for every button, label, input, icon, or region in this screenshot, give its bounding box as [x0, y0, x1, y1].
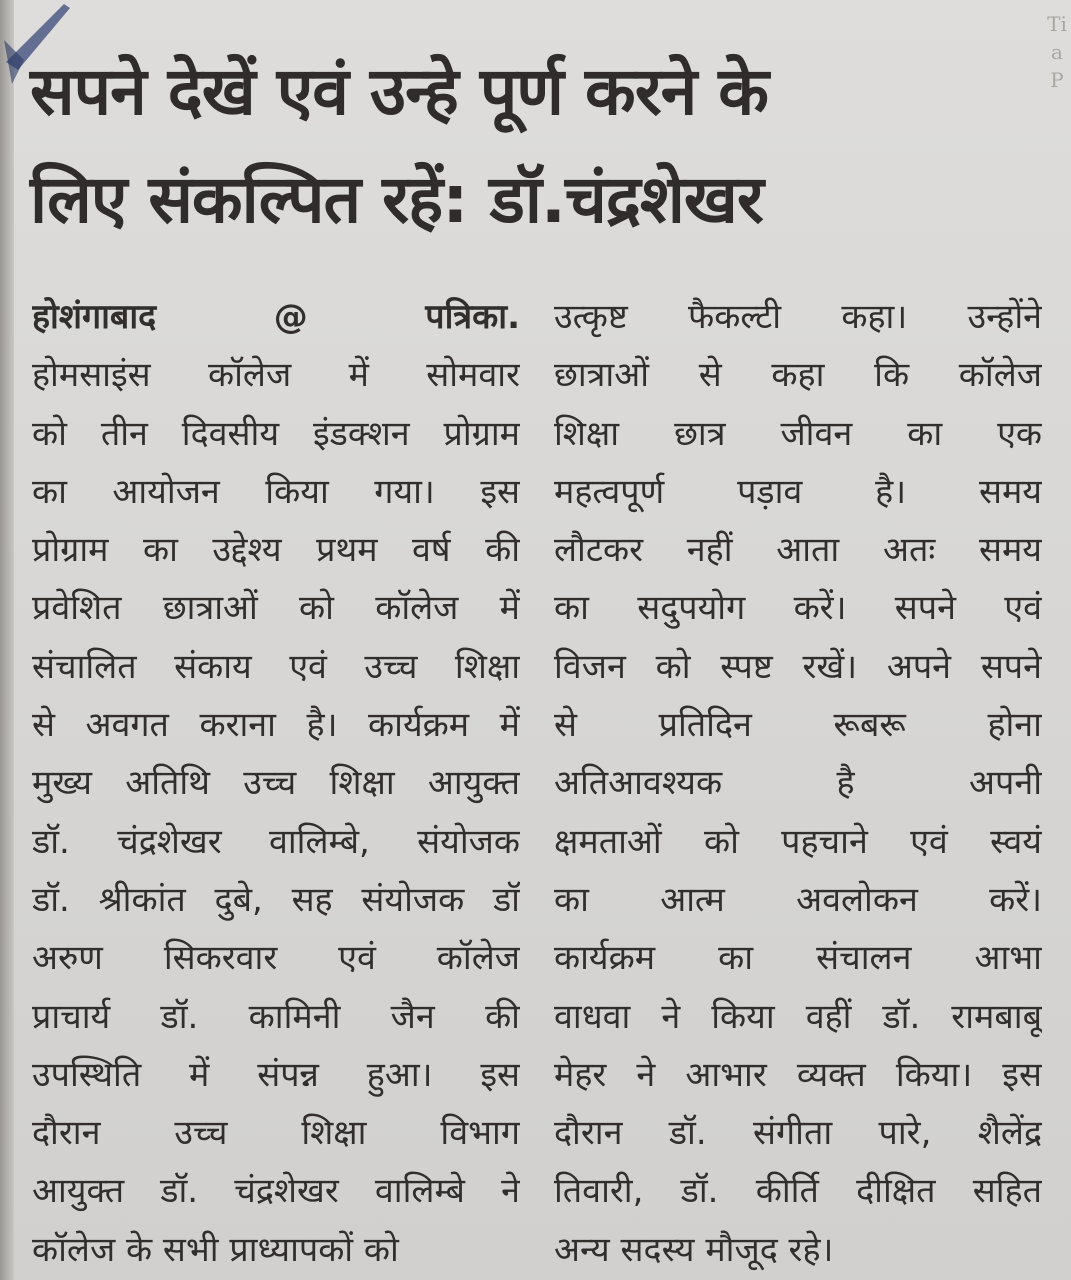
article-column-left — [32, 288, 520, 1279]
article-text-line: प्राचार्य डॉ. कामिनी जैन की — [32, 996, 520, 1037]
article-text-line: से प्रतिदिन रूबरू होना — [554, 705, 1042, 746]
article-text-line: वाधवा ने किया वहीं डॉ. रामबाबू — [554, 996, 1042, 1037]
headline-line-1: सपने देखें एवं उन्हे पूर्ण करने के — [30, 53, 768, 130]
article-column-right — [554, 288, 1042, 1279]
article-text-line: दौरान उच्च शिक्षा विभाग — [32, 1113, 520, 1154]
article-text-line: छात्राओं से कहा कि कॉलेज — [554, 355, 1042, 396]
article-text-line: डॉ. चंद्रशेखर वालिम्बे, संयोजक — [32, 821, 520, 862]
article-text-line: अरुण सिकरवार एवं कॉलेज — [32, 938, 520, 979]
article-text-line: अन्य सदस्य मौजूद रहे। — [554, 1229, 834, 1270]
article-text-line: का आयोजन किया गया। इस — [32, 471, 520, 512]
page-edge-shadow — [0, 0, 14, 1280]
article-text-line: शिक्षा छात्र जीवन का एक — [554, 413, 1042, 454]
article-text-line: डॉ. श्रीकांत दुबे, सह संयोजक डॉ — [32, 879, 520, 920]
headline-line-2: लिए संकल्पित रहें: डॉ.चंद्रशेखर — [30, 161, 763, 238]
article-text-line: लौटकर नहीं आता अतः समय — [554, 530, 1042, 571]
article-text-line: अतिआवश्यक है अपनी — [554, 763, 1042, 804]
article-text-line: से अवगत कराना है। कार्यक्रम में — [32, 705, 520, 746]
article-text-line: कार्यक्रम का संचालन आभा — [554, 938, 1042, 979]
article-text-line: प्रवेशित छात्राओं को कॉलेज में — [32, 588, 520, 629]
article-text-line: उत्कृष्ट फैकल्टी कहा। उन्होंने — [554, 297, 1042, 337]
article-text-line: महत्वपूर्ण पड़ाव है। समय — [554, 471, 1042, 512]
article-text-line: तिवारी, डॉ. कीर्ति दीक्षित सहित — [554, 1171, 1042, 1212]
article-text-line: संचालित संकाय एवं उच्च शिक्षा — [32, 646, 520, 687]
article-text-line: कॉलेज के सभी प्राध्यापकों को — [32, 1229, 399, 1270]
article-text-line: उपस्थिति में संपन्न हुआ। इस — [32, 1054, 520, 1095]
article-text-line: आयुक्त डॉ. चंद्रशेखर वालिम्बे ने — [32, 1171, 520, 1212]
article-text-line: होमसाइंस कॉलेज में सोमवार — [32, 355, 520, 396]
article-text-line: प्रोग्राम का उद्देश्य प्रथम वर्ष की — [32, 530, 520, 571]
article-text-line: का आत्म अवलोकन करें। — [554, 879, 1042, 920]
headline — [30, 38, 1040, 254]
article-text-line: क्षमताओं को पहचाने एवं स्वयं — [554, 821, 1042, 862]
dateline-place: होशंगाबाद — [32, 297, 157, 337]
article-text-line: का सदुपयोग करें। सपने एवं — [554, 588, 1042, 629]
article-text-line: विजन को स्पष्ट रखें। अपने सपने — [554, 646, 1042, 687]
dateline-at: @ — [273, 297, 308, 337]
article-text-line: मेहर ने आभार व्यक्त किया। इस — [554, 1054, 1042, 1095]
article-text-line: दौरान डॉ. संगीता पारे, शैलेंद्र — [554, 1113, 1042, 1154]
article-text-line: मुख्य अतिथि उच्च शिक्षा आयुक्त — [32, 763, 520, 804]
article-text-line: को तीन दिवसीय इंडक्शन प्रोग्राम — [32, 413, 520, 454]
adjacent-page-text: Ti a P — [1047, 12, 1067, 92]
dateline — [32, 288, 520, 346]
dateline-paper: पत्रिका. — [425, 297, 520, 337]
